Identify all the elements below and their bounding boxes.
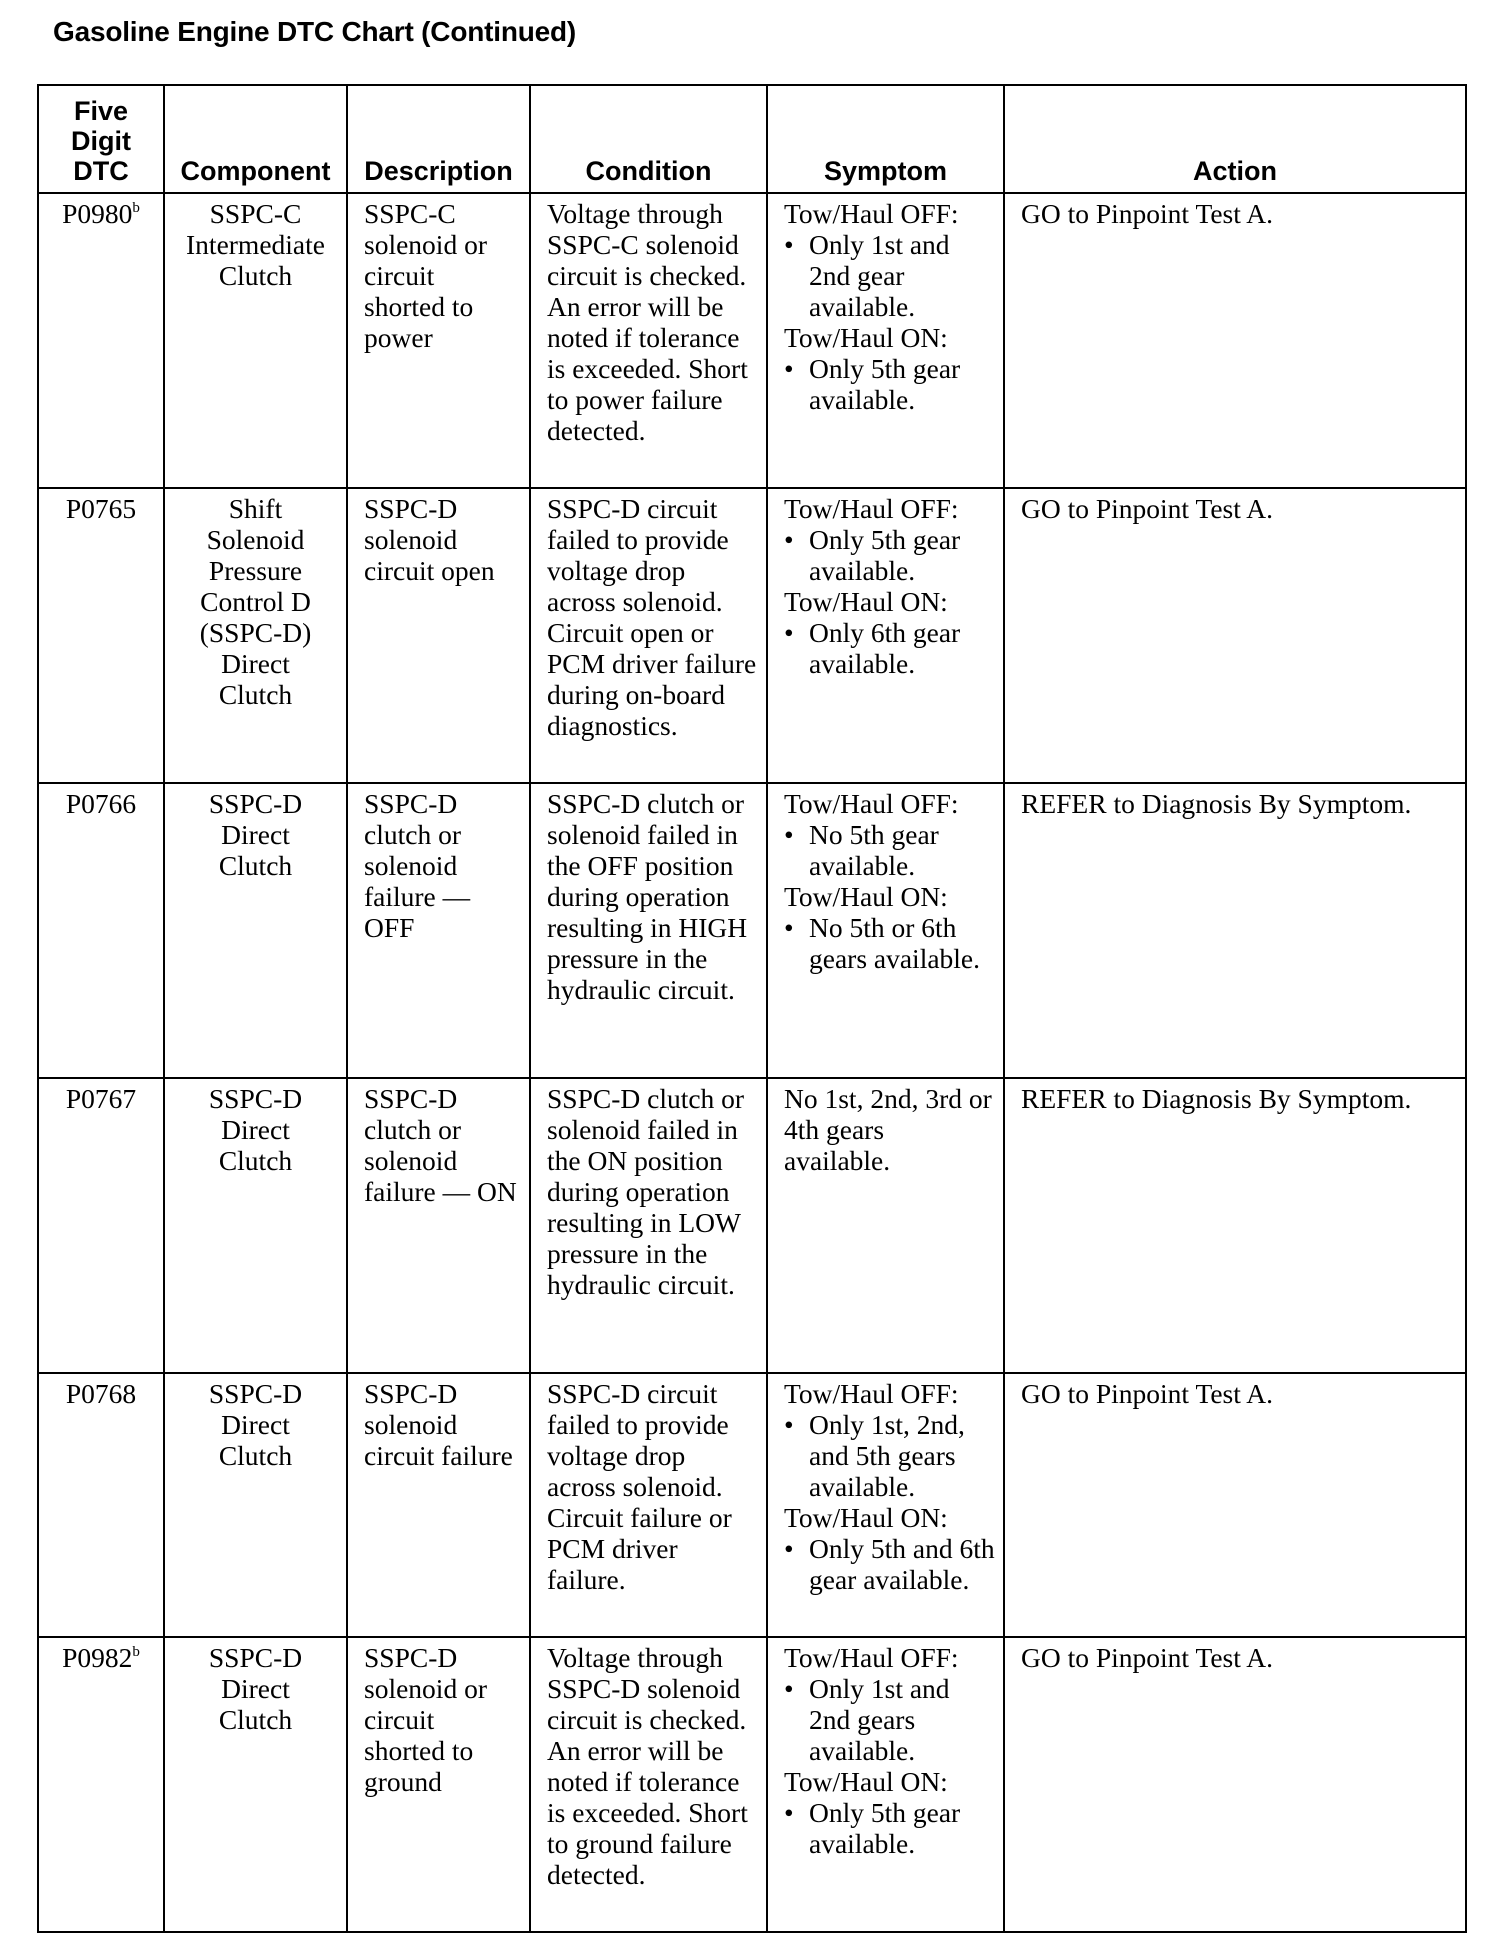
table-row <box>38 783 1466 1078</box>
component-cell: SSPC-D Direct Clutch <box>164 1078 347 1373</box>
action-cell: REFER to Diagnosis By Symptom. <box>1004 1078 1466 1373</box>
dtc-code: P0767 <box>65 1083 137 1114</box>
symptom-off-item: • No 5th gear available. <box>784 819 995 881</box>
header-description: Description <box>347 85 530 193</box>
symptom-off-item: • Only 1st, 2nd, and 5th gears available. <box>784 1409 995 1502</box>
symptom-on-label: Tow/Haul ON: <box>784 586 948 617</box>
symptom-on-label: Tow/Haul ON: <box>784 1502 948 1533</box>
header-row <box>38 85 1466 193</box>
symptom-off-label: Tow/Haul OFF: <box>784 493 959 524</box>
dtc-code: P0766 <box>65 788 137 819</box>
action-cell: GO to Pinpoint Test A. <box>1004 193 1466 488</box>
symptom-cell <box>767 488 1004 783</box>
symptom-on-item: • Only 6th gear available. <box>784 617 995 679</box>
symptom-on-item: • Only 5th and 6th gear available. <box>784 1533 995 1595</box>
symptom-on-item: • No 5th or 6th gears available. <box>784 912 995 974</box>
component-cell: Shift Solenoid Pressure Control D (SSPC-D) Direct Clutch <box>164 488 347 783</box>
table-row <box>38 1637 1466 1932</box>
condition-cell: SSPC-D clutch or solenoid failed in the ON position during operation resulting in LOW pressure in the hydraulic circuit. <box>530 1078 767 1373</box>
description-cell: SSPC-D solenoid circuit failure <box>347 1373 530 1637</box>
header-action: Action <box>1004 85 1466 193</box>
dtc-cell <box>38 488 164 783</box>
condition-cell: SSPC-D circuit failed to provide voltage drop across solenoid. Circuit failure or PCM driver failure. <box>530 1373 767 1637</box>
dtc-code: P0982 <box>62 1642 133 1673</box>
header-condition: Condition <box>530 85 767 193</box>
action-cell: REFER to Diagnosis By Symptom. <box>1004 783 1466 1078</box>
description-cell: SSPC-D solenoid circuit open <box>347 488 530 783</box>
symptom-cell <box>767 193 1004 488</box>
condition-cell: Voltage through SSPC-C solenoid circuit is checked. An error will be noted if tolerance is exceeded. Short to power failure detected. <box>530 193 767 488</box>
dtc-code: P0980 <box>62 198 133 229</box>
condition-cell: SSPC-D circuit failed to provide voltage drop across solenoid. Circuit open or PCM driver failure during on-board diagnostics. <box>530 488 767 783</box>
symptom-off-item: • Only 1st and 2nd gears available. <box>784 1673 995 1766</box>
dtc-cell <box>38 1078 164 1373</box>
dtc-code: P0765 <box>65 493 137 524</box>
component-cell: SSPC-C Intermediate Clutch <box>164 193 347 488</box>
symptom-cell <box>767 1078 1004 1373</box>
dtc-table <box>37 84 1467 1933</box>
symptom-on-item: • Only 5th gear available. <box>784 353 995 415</box>
symptom-text: No 1st, 2nd, 3rd or 4th gears available. <box>784 1083 992 1176</box>
table-row <box>38 193 1466 488</box>
header-dtc: Five Digit DTC <box>38 85 164 193</box>
symptom-cell <box>767 783 1004 1078</box>
component-cell: SSPC-D Direct Clutch <box>164 1637 347 1932</box>
dtc-code: P0768 <box>65 1378 137 1409</box>
symptom-off-label: Tow/Haul OFF: <box>784 1378 959 1409</box>
dtc-cell <box>38 1373 164 1637</box>
symptom-off-label: Tow/Haul OFF: <box>784 1642 959 1673</box>
condition-cell: SSPC-D clutch or solenoid failed in the OFF position during operation resulting in HIGH pressure in the hydraulic circuit. <box>530 783 767 1078</box>
header-component: Component <box>164 85 347 193</box>
symptom-on-label: Tow/Haul ON: <box>784 881 948 912</box>
description-cell: SSPC-D clutch or solenoid failure — ON <box>347 1078 530 1373</box>
table-row <box>38 488 1466 783</box>
description-cell: SSPC-D solenoid or circuit shorted to ground <box>347 1637 530 1932</box>
header-symptom: Symptom <box>767 85 1004 193</box>
action-cell: GO to Pinpoint Test A. <box>1004 1637 1466 1932</box>
dtc-cell <box>38 783 164 1078</box>
table-row <box>38 1078 1466 1373</box>
symptom-on-label: Tow/Haul ON: <box>784 1766 948 1797</box>
dtc-cell <box>38 193 164 488</box>
component-cell: SSPC-D Direct Clutch <box>164 783 347 1078</box>
description-cell: SSPC-D clutch or solenoid failure — OFF <box>347 783 530 1078</box>
page-title: Gasoline Engine DTC Chart (Continued) <box>53 16 577 47</box>
action-cell: GO to Pinpoint Test A. <box>1004 1373 1466 1637</box>
description-cell: SSPC-C solenoid or circuit shorted to power <box>347 193 530 488</box>
symptom-on-label: Tow/Haul ON: <box>784 322 948 353</box>
component-cell: SSPC-D Direct Clutch <box>164 1373 347 1637</box>
footnote-marker: b <box>132 1644 140 1660</box>
action-cell: GO to Pinpoint Test A. <box>1004 488 1466 783</box>
symptom-cell <box>767 1637 1004 1932</box>
symptom-off-item: • Only 1st and 2nd gear available. <box>784 229 995 322</box>
footnote-marker: b <box>132 200 140 216</box>
dtc-cell <box>38 1637 164 1932</box>
symptom-cell <box>767 1373 1004 1637</box>
symptom-on-item: • Only 5th gear available. <box>784 1797 995 1859</box>
symptom-off-label: Tow/Haul OFF: <box>784 198 959 229</box>
table-row <box>38 1373 1466 1637</box>
symptom-off-item: • Only 5th gear available. <box>784 524 995 586</box>
symptom-off-label: Tow/Haul OFF: <box>784 788 959 819</box>
condition-cell: Voltage through SSPC-D solenoid circuit is checked. An error will be noted if tolerance is exceeded. Short to ground failure detected. <box>530 1637 767 1932</box>
